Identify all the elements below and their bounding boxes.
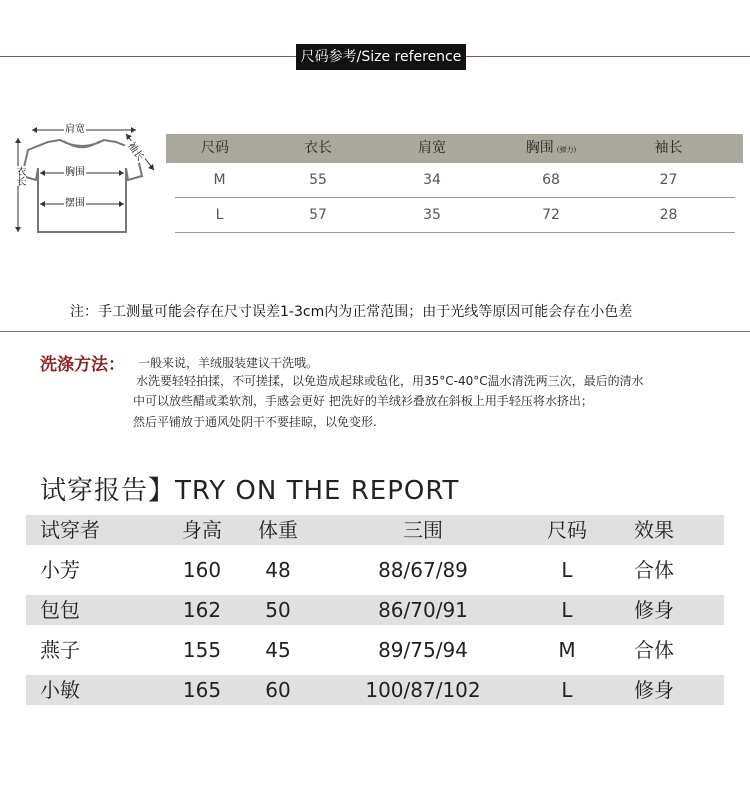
table-row xyxy=(175,163,735,198)
section-divider xyxy=(0,331,750,332)
table-row xyxy=(26,555,724,585)
washing-line: 然后平铺放于通风处阴干不要挂晾，以免变形. xyxy=(133,415,377,429)
size-header-size: 尺码 xyxy=(201,140,229,156)
report-cell: 修身 xyxy=(634,678,674,702)
report-cell: 86/70/91 xyxy=(378,598,468,622)
report-cell: 165 xyxy=(182,678,222,702)
report-cell: 合体 xyxy=(634,638,674,662)
size-header-sleeve: 袖长 xyxy=(654,140,683,156)
size-header-chest xyxy=(492,134,610,163)
size-cell: 68 xyxy=(542,172,560,188)
report-cell: 89/75/94 xyxy=(378,638,468,662)
size-cell: 27 xyxy=(659,172,678,188)
size-cell: 55 xyxy=(309,172,327,188)
report-cell: 小敏 xyxy=(40,678,80,702)
size-table-header xyxy=(166,134,743,163)
report-cell: 合体 xyxy=(634,558,674,582)
report-cell: 小芳 xyxy=(40,558,80,582)
measurement-note: 注：手工测量可能会存在尺寸误差1-3cm内为正常范围；由于光线等原因可能会存在小色差 xyxy=(70,304,633,320)
size-cell: L xyxy=(215,207,224,223)
report-header-size: 尺码 xyxy=(547,518,587,542)
report-header-height: 身高 xyxy=(182,518,222,542)
washing-line: 一般来说，羊绒服装建议干洗哦。 xyxy=(138,356,319,370)
report-table xyxy=(26,515,724,715)
report-cell: M xyxy=(558,638,576,662)
report-cell: 包包 xyxy=(40,598,80,622)
tshirt-outline-icon xyxy=(8,118,160,242)
report-cell: 50 xyxy=(265,598,291,622)
report-header-measurements: 三围 xyxy=(403,518,443,542)
report-header-tester: 试穿者 xyxy=(40,518,100,542)
report-cell: 155 xyxy=(182,638,222,662)
washing-line: 水洗要轻轻拍揉，不可搓揉，以免造成起球或毡化，用35°C-40°C温水清洗两三次，最后的清水 xyxy=(136,374,644,388)
report-header-row xyxy=(26,515,724,545)
report-cell: 100/87/102 xyxy=(365,678,481,702)
diagram-label-sleeve: 袖长 xyxy=(125,140,146,164)
size-header-chest-note: (弹力) xyxy=(556,146,577,154)
washing-title: 洗涤方法： xyxy=(40,355,125,375)
report-cell: L xyxy=(561,558,573,582)
report-cell: 60 xyxy=(265,678,291,702)
size-header-length: 衣长 xyxy=(304,140,332,156)
size-cell: 72 xyxy=(542,207,560,223)
size-cell: 35 xyxy=(423,207,441,223)
diagram-label-chest: 胸围 xyxy=(65,167,85,178)
size-header-shoulder: 肩宽 xyxy=(418,140,446,156)
size-cell: 34 xyxy=(423,172,441,188)
diagram-label-length: 衣长 xyxy=(14,166,25,186)
size-cell: M xyxy=(213,172,226,188)
report-cell: L xyxy=(561,598,573,622)
size-cell: 57 xyxy=(309,207,327,223)
table-row xyxy=(26,635,724,665)
size-header-chest-label: 胸围 xyxy=(525,140,554,156)
report-cell: 48 xyxy=(265,558,291,582)
tshirt-diagram xyxy=(8,118,160,242)
report-cell: 88/67/89 xyxy=(378,558,468,582)
report-cell: 162 xyxy=(182,598,222,622)
size-reference-title: 尺码参考/Size reference xyxy=(296,44,466,70)
report-cell: 燕子 xyxy=(40,638,80,662)
table-row xyxy=(175,198,735,233)
report-cell: L xyxy=(561,678,573,702)
report-cell: 160 xyxy=(182,558,222,582)
report-cell: 45 xyxy=(265,638,291,662)
report-header-weight: 体重 xyxy=(258,518,298,542)
report-cell: 修身 xyxy=(634,598,674,622)
report-header-fit: 效果 xyxy=(634,518,674,542)
diagram-label-hem: 摆围 xyxy=(65,198,85,209)
report-title: 试穿报告】TRY ON THE REPORT xyxy=(40,476,460,506)
table-row xyxy=(26,675,724,705)
washing-line: 中可以放些醋或柔软剂，手感会更好 把洗好的羊绒衫叠放在斜板上用手轻压将水挤出； xyxy=(133,394,593,408)
size-cell: 28 xyxy=(659,207,678,223)
table-row xyxy=(26,595,724,625)
diagram-label-shoulder: 肩宽 xyxy=(65,124,85,135)
size-table xyxy=(166,134,743,233)
